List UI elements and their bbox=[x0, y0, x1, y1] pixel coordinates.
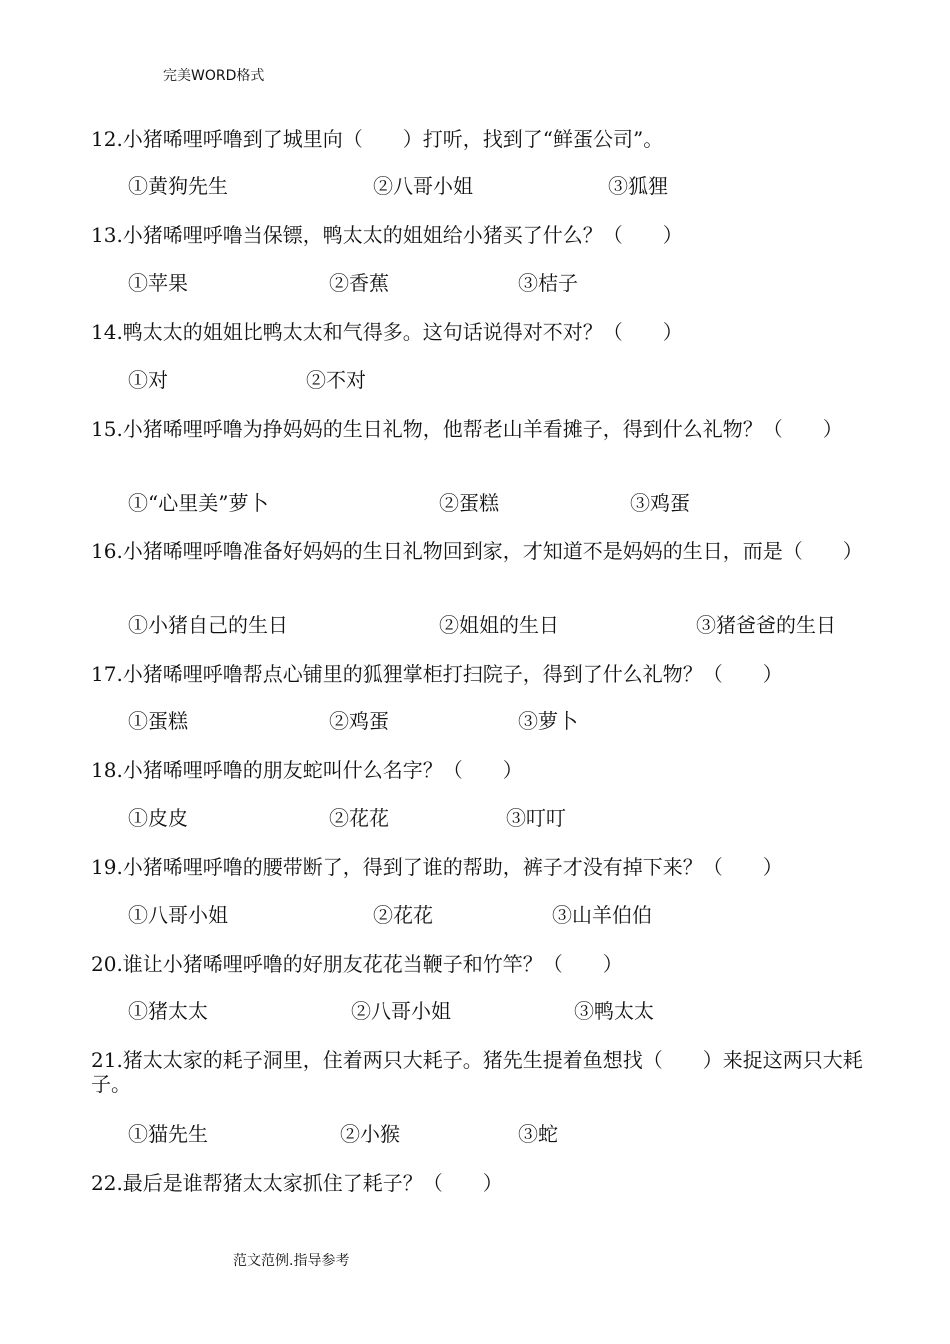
option: ②蛋糕 bbox=[439, 491, 499, 515]
question-14: 14.鸭太太的姐姐比鸭太太和气得多。这句话说得对不对？（ ） bbox=[91, 320, 683, 344]
option: ①蛋糕 bbox=[128, 709, 188, 733]
question-17: 17.小猪唏哩呼噜帮点心铺里的狐狸掌柜打扫院子，得到了什么礼物？（ ） bbox=[91, 662, 783, 686]
option: ①猫先生 bbox=[128, 1122, 208, 1146]
question-22: 22.最后是谁帮猪太太家抓住了耗子？（ ） bbox=[91, 1171, 503, 1195]
option: ③桔子 bbox=[518, 271, 578, 295]
option: ①猪太太 bbox=[128, 999, 208, 1023]
question-21: 21.猪太太家的耗子洞里，住着两只大耗子。猪先生提着鱼想找（ ）来捉这两只大耗子。 bbox=[91, 1048, 863, 1096]
option: ①对 bbox=[128, 368, 168, 392]
option: ③山羊伯伯 bbox=[552, 903, 652, 927]
question-13: 13.小猪唏哩呼噜当保镖，鸭太太的姐姐给小猪买了什么？（ ） bbox=[91, 223, 683, 247]
option: ②香蕉 bbox=[329, 271, 389, 295]
option: ①皮皮 bbox=[128, 806, 188, 830]
option: ①小猪自己的生日 bbox=[128, 613, 288, 637]
option: ③叮叮 bbox=[506, 806, 566, 830]
question-18: 18.小猪唏哩呼噜的朋友蛇叫什么名字？（ ） bbox=[91, 758, 523, 782]
question-12: 12.小猪唏哩呼噜到了城里向（ ）打听，找到了“鲜蛋公司”。 bbox=[91, 127, 664, 151]
option: ②姐姐的生日 bbox=[439, 613, 559, 637]
option: ②八哥小姐 bbox=[373, 174, 473, 198]
option: ②不对 bbox=[306, 368, 366, 392]
option: ②鸡蛋 bbox=[329, 709, 389, 733]
option: ①“心里美”萝卜 bbox=[128, 491, 269, 515]
question-19: 19.小猪唏哩呼噜的腰带断了，得到了谁的帮助，裤子才没有掉下来？（ ） bbox=[91, 855, 783, 879]
option: ②花花 bbox=[329, 806, 389, 830]
option: ③鸡蛋 bbox=[630, 491, 690, 515]
option: ②八哥小姐 bbox=[351, 999, 451, 1023]
question-15: 15.小猪唏哩呼噜为挣妈妈的生日礼物，他帮老山羊看摊子，得到什么礼物？（ ） bbox=[91, 417, 843, 441]
option: ②小猴 bbox=[340, 1122, 400, 1146]
option: ③蛇 bbox=[518, 1122, 558, 1146]
option: ②花花 bbox=[373, 903, 433, 927]
option: ①苹果 bbox=[128, 271, 188, 295]
page-footer: 范文范例.指导参考 bbox=[233, 1253, 350, 1269]
question-20: 20.谁让小猪唏哩呼噜的好朋友花花当鞭子和竹竿？（ ） bbox=[91, 952, 623, 976]
page-header: 完美WORD格式 bbox=[163, 68, 265, 84]
option: ③萝卜 bbox=[518, 709, 578, 733]
option: ③狐狸 bbox=[608, 174, 668, 198]
option: ①八哥小姐 bbox=[128, 903, 228, 927]
option: ③鸭太太 bbox=[574, 999, 654, 1023]
option: ①黄狗先生 bbox=[128, 174, 228, 198]
option: ③猪爸爸的生日 bbox=[696, 613, 836, 637]
question-16: 16.小猪唏哩呼噜准备好妈妈的生日礼物回到家，才知道不是妈妈的生日，而是（ ） bbox=[91, 539, 863, 563]
